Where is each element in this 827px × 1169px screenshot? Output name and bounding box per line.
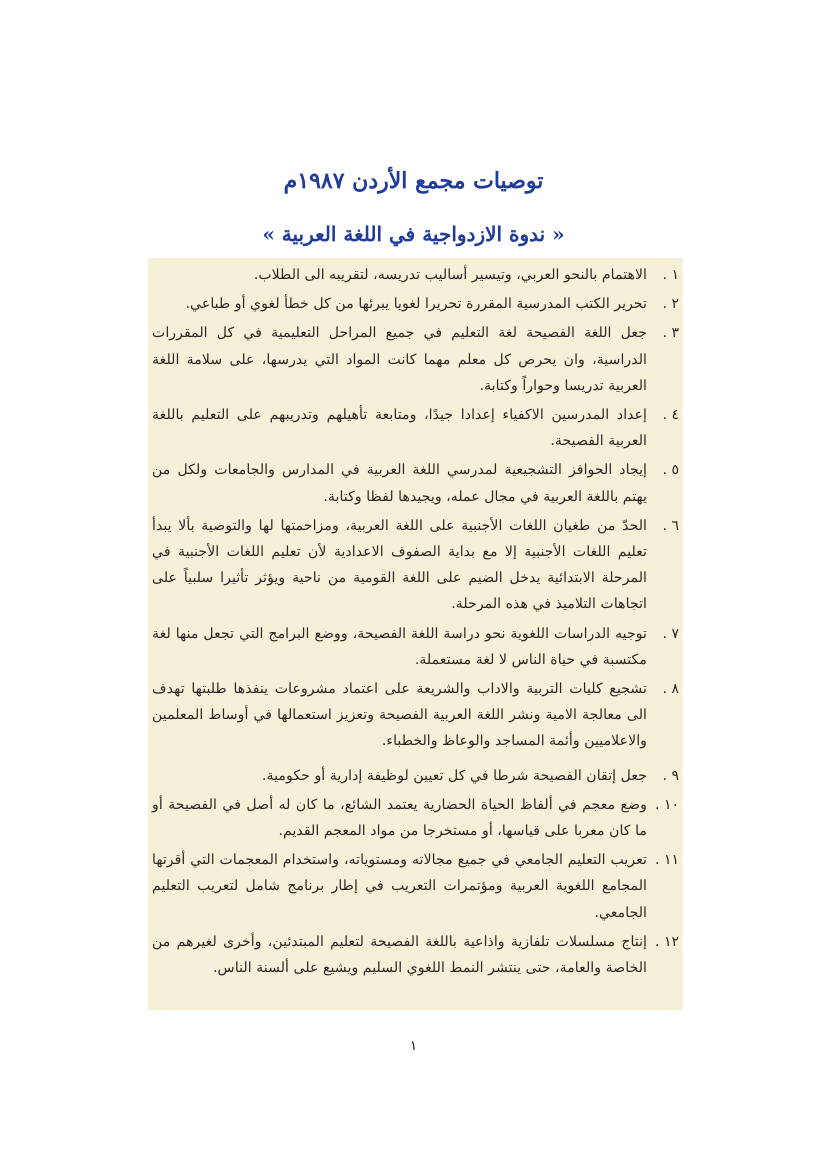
item-number: ٩ .: [662, 767, 679, 784]
list-item: [152, 402, 679, 454]
list-item: [152, 320, 679, 399]
page-title: توصيات مجمع الأردن ١٩٨٧م: [283, 168, 544, 194]
item-text: جعل إتقان الفصيحة شرطا في كل تعيين لوظيفة إدارية أو حكومية.: [262, 767, 647, 784]
list-item: [152, 262, 679, 288]
list-item: [152, 676, 679, 755]
list-item: [152, 929, 679, 981]
item-number: ٦ .: [662, 517, 679, 534]
item-number: ٧ .: [662, 625, 679, 642]
item-text: الاهتمام بالنحو العربي، وتيسير أساليب تدريسه، لتقريبه الى الطلاب.: [253, 267, 647, 283]
item-number: ١٢ .: [655, 933, 679, 950]
item-number: ٨ .: [662, 681, 679, 698]
item-text: إعداد المدرسين الاكفياء إعدادا جيدًا، ومتابعة تأهيلهم وتدريبهم على التعليم باللغة العربية الفصيحة.: [152, 407, 647, 450]
list-item: [152, 457, 679, 509]
list-item: [152, 792, 679, 844]
list-item: [152, 621, 679, 673]
item-number: ٣ .: [662, 325, 679, 342]
item-text: وضع معجم في ألفاظ الحياة الحضارية يعتمد الشائع، ما كان له أصل في الفصيحة أو ما كان معربا على قياسها، أو مستخرجا من مواد المعجم القديم.: [152, 796, 647, 840]
item-text: إنتاج مسلسلات تلفازية واذاعية باللغة الفصيحة لتعليم المبتدئين، وأخرى لغيرهم من الخاصة والعامة، حتى ينتشر النمط اللغوي السليم ويشيع على ألسنة الناس.: [152, 933, 647, 977]
item-number: ١ .: [662, 267, 679, 283]
item-text: جعل اللغة الفصيحة لغة التعليم في جميع المراحل التعليمية في كل المقررات الدراسية، وان يحرص كل معلم مهما كانت المواد التي يدرسها، على سلامة اللغة العربية تدريسا وحواراً وكتابة.: [152, 325, 647, 394]
recommendations-list: [152, 262, 679, 984]
item-text: توجيه الدراسات اللغوية نحو دراسة اللغة الفصيحة، ووضع البرامج التي تجعل منها لغة مكتسبة في حياة الناس لا لغة مستعملة.: [152, 625, 647, 668]
page-subtitle: « ندوة الازدواجية في اللغة العربية »: [262, 222, 565, 246]
item-number: ١٠ .: [655, 796, 679, 813]
item-number: ١١ .: [655, 852, 679, 869]
list-item: [152, 513, 679, 618]
item-text: إيجاد الحوافز التشجيعية لمدرسي اللغة العربية في المدارس والجامعات ولكل من يهتم باللغة العربية في مجال عمله، ويجيدها لفظا وكتابة.: [152, 462, 647, 505]
item-number: ٢ .: [662, 296, 679, 313]
item-number: ٤ .: [662, 407, 679, 424]
item-text: تعريب التعليم الجامعي في جميع مجالاته ومستوياته، واستخدام المعجمات التي أقرتها المجامع اللغوية العربية ومؤتمرات التعريب في إطار برنامج شامل لتعريب التعليم الجامعي.: [152, 852, 647, 921]
item-text: الحدّ من طغيان اللغات الأجنبية على اللغة العربية، ومزاحمتها لها والتوصية بألا يبدأ تعليم اللغات الأجنبية إلا مع بداية الصفوف الاعدادية لأن تعليم اللغات الأجنبية في المرحلة الابتدائية يدخل الضيم على اللغة القومية من ناحية ويؤثر تأثيرا سلبياً على اتجاهات التلاميذ في هذه المرحلة.: [152, 517, 647, 613]
list-item: [152, 291, 679, 317]
list-item: [152, 847, 679, 926]
list-item: [152, 763, 679, 789]
page-number: ١: [409, 1038, 418, 1054]
item-text: تحرير الكتب المدرسية المقررة تحريرا لغويا يبرئها من كل خطأ لغوي أو طباعي.: [185, 296, 647, 313]
item-number: ٥ .: [662, 462, 679, 479]
item-text: تشجيع كليات التربية والاداب والشريعة على اعتماد مشروعات ينفذها طلبتها تهدف الى معالجة الامية ونشر اللغة العربية الفصيحة وتعزيز استعمالها في أوساط المعلمين والاعلاميين وأئمة المساجد والوعاظ والخطباء.: [152, 681, 647, 750]
